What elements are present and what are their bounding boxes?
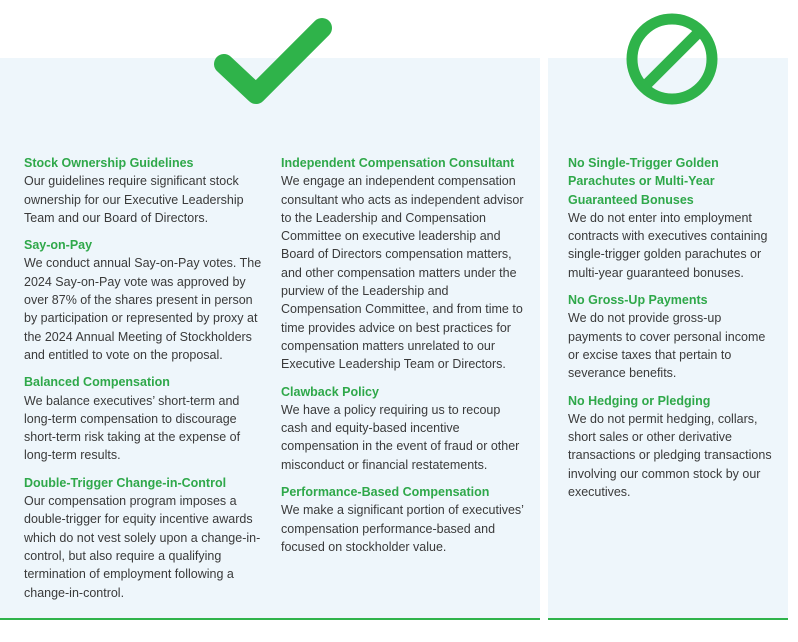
policy-body: We have a policy requiring us to recoup cash and equity-based incentive compensation in the event of fraud or other misconduct or financial restatements. <box>281 402 520 472</box>
prohibited-item <box>568 392 773 502</box>
prohibited-item <box>568 291 773 382</box>
policy-body: We engage an independent compensation consultant who acts as independent advisor to the Leadership and Compensation Committee on executive leadership and Board of Directors compensation matters, and other compensation matters under the purview of the Leadership and Compensation Committee, and from time to time provides advice on best practices for compensation matters unrelated to our Executive Leadership Team or Directors. <box>281 174 524 372</box>
policy-title: Say-on-Pay <box>24 238 93 253</box>
prohibited-item <box>568 154 773 282</box>
policy-body: We conduct annual Say-on-Pay votes. The 2024 Say-on-Pay vote was approved by over 87% of the shares present in person by participation or represented by proxy at the 2024 Annual Meeting of Stockholders and entitled to vote on the proposal. <box>24 256 262 362</box>
prohibited-title: No Gross-Up Payments <box>568 293 708 308</box>
policy-title: Independent Compensation Consultant <box>281 156 515 170</box>
policy-item <box>281 383 526 474</box>
policy-body: We make a significant portion of executives’ compensation performance-based and focused on stockholder value. <box>281 503 524 554</box>
prohibited-title: No Single-Trigger Golden Parachutes or Multi-Year Guaranteed Bonuses <box>568 156 719 207</box>
policy-title: Double-Trigger Change-in-Control <box>24 475 227 490</box>
policy-title: Performance-Based Compensation <box>281 485 490 500</box>
prohibited-icon <box>625 12 719 106</box>
policy-item <box>24 474 269 602</box>
policy-item <box>24 236 269 364</box>
prohibited-title: No Hedging or Pledging <box>568 393 711 408</box>
policy-title: Clawback Policy <box>281 384 379 399</box>
prohibited-body: We do not provide gross-up payments to cover personal income or excise taxes that pertain to severance benefits. <box>568 311 766 381</box>
prohibited-body: We do not permit hedging, collars, short sales or other derivative transactions or pledging transactions involving our common stock by our executives. <box>568 411 772 500</box>
practices-column-2 <box>281 154 526 565</box>
prohibited-body: We do not enter into employment contracts with executives containing single-trigger golden parachutes or multi-year guaranteed bonuses. <box>568 210 768 280</box>
policy-title: Balanced Compensation <box>24 375 170 390</box>
policy-item <box>281 154 526 374</box>
policy-body: Our compensation program imposes a double-trigger for equity incentive awards which do not vest solely upon a change-in-control, but also require a qualifying termination of employment following a change-in-control. <box>24 494 261 600</box>
policy-body: We balance executives’ short-term and long-term compensation to discourage short-term risk taking at the expense of long-term results. <box>24 393 241 463</box>
policy-item <box>281 483 526 556</box>
policy-item <box>24 154 269 227</box>
policy-item <box>24 373 269 464</box>
policy-body: Our guidelines require significant stock ownership for our Executive Leadership Team and our Board of Directors. <box>24 174 244 225</box>
checkmark-icon <box>208 14 338 110</box>
prohibited-column <box>568 154 773 510</box>
practices-column-1 <box>24 154 269 611</box>
policy-title: Stock Ownership Guidelines <box>24 156 194 170</box>
